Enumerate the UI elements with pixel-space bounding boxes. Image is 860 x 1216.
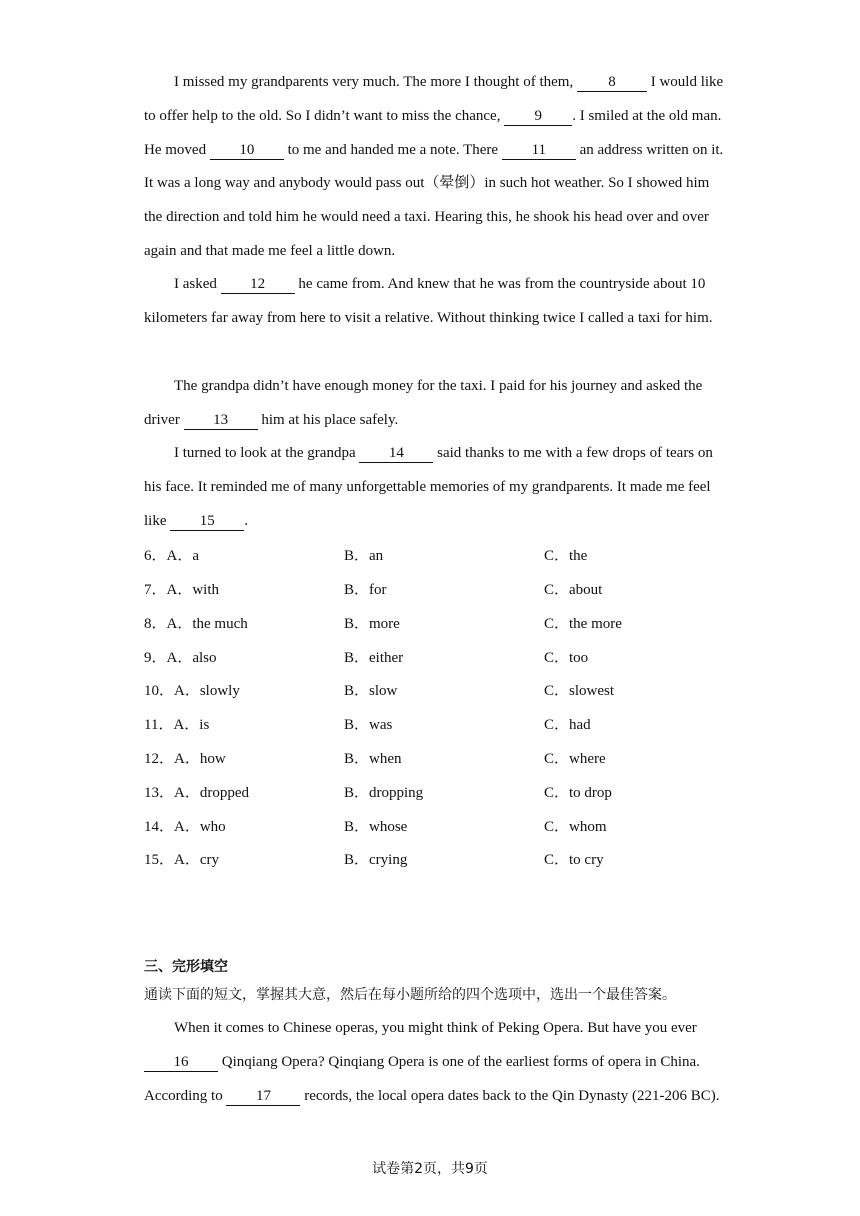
question-options-11 — [144, 715, 764, 735]
paragraph-text: I would like to offer help to the old. So I didn’t want to miss the chance, — [144, 74, 724, 124]
question-options-15 — [144, 850, 764, 870]
paragraph-text: . I smiled at the old man. He moved — [144, 107, 722, 158]
section-instruction: 通读下面的短文，掌握其大意，然后在每小题所给的四个选项中，选出一个最佳答案。 — [144, 987, 676, 1003]
option-b: B．dropping — [344, 785, 424, 801]
paragraph-text: him at his place safely. — [257, 411, 399, 428]
blank-13: 13 — [184, 411, 258, 430]
option-b: B．for — [344, 582, 387, 598]
option-a: 9．A．also — [144, 650, 217, 666]
question-options-7 — [144, 580, 764, 600]
question-options-6 — [144, 546, 764, 566]
option-a: 13．A．dropped — [144, 785, 249, 801]
option-b: B．whose — [344, 819, 408, 835]
paragraph-text: records, the local opera dates back to the Qin Dynasty (221-206 BC). — [300, 1087, 720, 1104]
paragraph-text: to me and handed me a note. There — [283, 141, 502, 158]
paragraph-text: said thanks to me with a few drops of tears on his face. It reminded me of many unforgettable memories of my grandparents. It made me feel like — [144, 445, 713, 529]
question-options-9 — [144, 648, 764, 668]
question-options-12 — [144, 749, 764, 769]
option-b: B．was — [344, 717, 393, 733]
option-c: C．the more — [544, 616, 622, 632]
question-options-13 — [144, 783, 764, 803]
option-c: C．too — [544, 650, 589, 666]
option-b: B．when — [344, 751, 402, 767]
option-b: B．slow — [344, 683, 398, 699]
option-c: C．had — [544, 717, 591, 733]
blank-16: 16 — [144, 1053, 218, 1072]
paragraph-text: The grandpa didn’t have enough money for the taxi. I paid for his journey and asked the driver — [144, 378, 703, 428]
question-options-10 — [144, 681, 764, 701]
paragraph-text: an address written on it. It was a long way and anybody would pass out（晕倒）in such hot weather. So I showed him the direction and told him he would need a taxi. Hearing this, he shook his head over and over again and that made me feel a little down. — [144, 141, 724, 259]
option-a: 15．A．cry — [144, 852, 219, 868]
option-b: B．an — [344, 548, 384, 564]
question-options-14 — [144, 817, 764, 837]
passage-paragraph-4 — [144, 437, 724, 538]
paragraph-text: I turned to look at the grandpa — [174, 445, 360, 461]
blank-12: 12 — [221, 275, 295, 294]
option-a: 12．A．how — [144, 751, 226, 767]
option-c: C．to cry — [544, 852, 604, 868]
blank-9: 9 — [504, 107, 572, 126]
blank-14: 14 — [359, 444, 433, 463]
section-title: 三、完形填空 — [144, 959, 228, 975]
paragraph-text: I asked — [174, 276, 221, 292]
option-a: 10．A．slowly — [144, 683, 240, 699]
option-a: 6．A．a — [144, 548, 199, 564]
option-b: B．either — [344, 650, 404, 666]
option-a: 14．A．who — [144, 819, 226, 835]
paragraph-text: I missed my grandparents very much. The more I thought of them, — [174, 74, 577, 90]
paragraph-text: When it comes to Chinese operas, you might think of Peking Opera. But have you ever — [174, 1020, 697, 1036]
blank-8: 8 — [577, 73, 647, 92]
option-c: C．whom — [544, 819, 607, 835]
option-c: C．slowest — [544, 683, 615, 699]
option-c: C．where — [544, 751, 606, 767]
blank-15: 15 — [170, 512, 244, 531]
option-c: C．to drop — [544, 785, 612, 801]
option-c: C．the — [544, 548, 588, 564]
page-footer: 试卷第2页，共9页 — [372, 1161, 488, 1177]
section3-paragraph-1 — [144, 1012, 724, 1113]
option-a: 11．A．is — [144, 717, 210, 733]
blank-10: 10 — [210, 141, 284, 160]
option-b: B．crying — [344, 852, 408, 868]
passage-paragraph-2 — [144, 268, 724, 336]
blank-17: 17 — [226, 1087, 300, 1106]
option-c: C．about — [544, 582, 603, 598]
blank-11: 11 — [502, 141, 576, 160]
option-b: B．more — [344, 616, 400, 632]
paragraph-text: Qinqiang Opera? Qinqiang Opera is one of the earliest forms of opera in China. According to — [144, 1053, 700, 1104]
question-options-8 — [144, 614, 764, 634]
passage-paragraph-1 — [144, 66, 724, 269]
option-a: 8．A．the much — [144, 616, 248, 632]
passage-paragraph-3 — [144, 370, 724, 438]
paragraph-text: . — [244, 512, 248, 529]
paragraph-text: he came from. And knew that he was from the countryside about 10 kilometers far away from here to visit a relative. Without thinking twice I called a taxi for him. — [144, 276, 713, 326]
option-a: 7．A．with — [144, 582, 220, 598]
